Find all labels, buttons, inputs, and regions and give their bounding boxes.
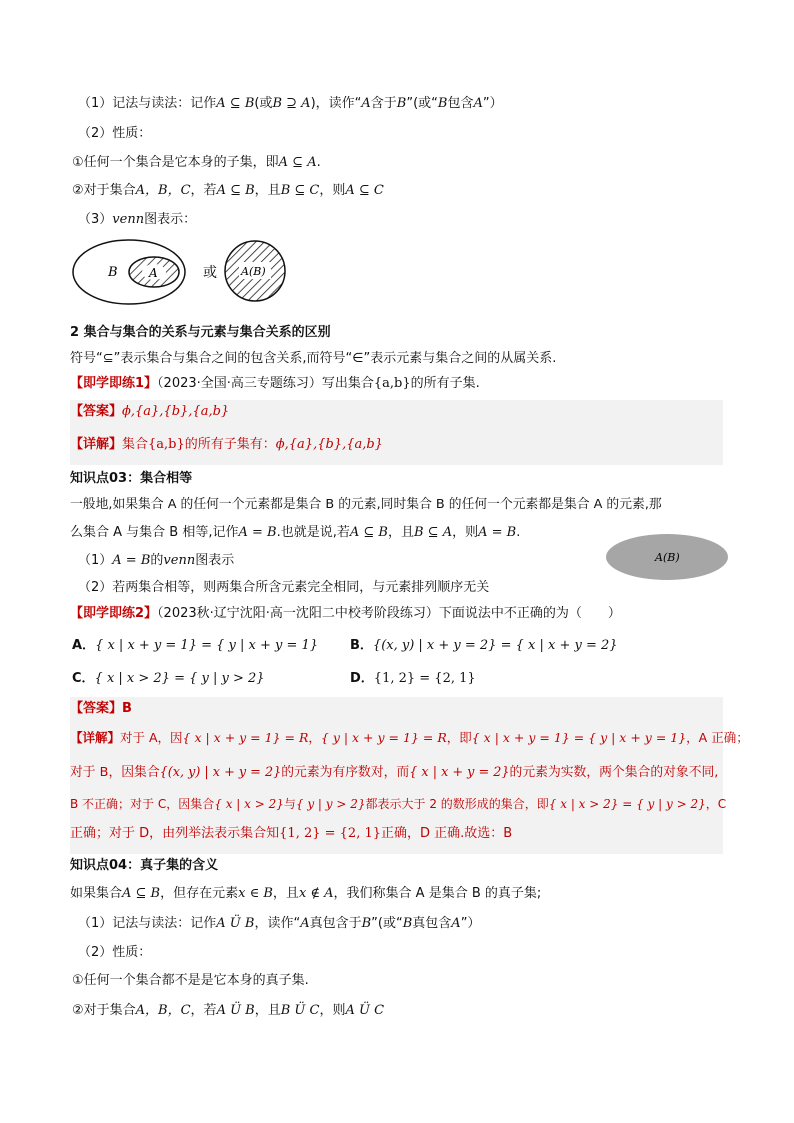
- formula: B ⊆ C: [280, 183, 320, 198]
- formula: { x | x > 2} = { y | y > 2}: [548, 797, 706, 811]
- text: ”(或“: [371, 916, 403, 931]
- text: .: [316, 155, 321, 170]
- paragraph: （2）若两集合相等，则两集合所含元素完全相同，与元素排列顺序无关: [78, 580, 490, 595]
- answer-tag: 【答案】: [70, 404, 123, 419]
- text: 么集合 A 与集合 B 相等,记作: [70, 525, 239, 540]
- property-heading: （2）性质：: [78, 945, 152, 960]
- text: .也就是说,若: [276, 525, 350, 540]
- text: ，且: [254, 183, 281, 198]
- option-b: [350, 637, 618, 655]
- formula: ϕ,{a},{b},{a,b}: [275, 437, 383, 452]
- outer-label: B: [108, 265, 118, 280]
- knowledge-point-title: 知识点03：集合相等: [70, 471, 193, 486]
- option-a: [72, 637, 318, 655]
- var-a: A: [451, 916, 461, 931]
- text: ”）: [482, 96, 503, 111]
- venn-word: venn: [112, 212, 145, 227]
- text: ②对于集合: [72, 183, 136, 198]
- paragraph: 一般地,如果集合 A 的任何一个元素都是集合 B 的元素,同时集合 B 的任何一个元素都是集合 A 的元素,那: [70, 497, 662, 512]
- formula: A ⊆ C: [345, 183, 384, 198]
- exercise-tag: 【即学即练2】: [70, 606, 158, 621]
- formula: { x | x + y = 1} = { y | x + y = 1}: [471, 730, 687, 745]
- text: ②对于集合: [72, 1003, 136, 1018]
- text: ，C: [705, 797, 727, 811]
- var-a: A: [473, 96, 483, 111]
- notation-line: [78, 95, 503, 113]
- equal-set-ellipse: [604, 532, 730, 582]
- venn-heading: [78, 211, 196, 229]
- exercise-1-detail: [70, 436, 383, 454]
- formula: { x | x > 2} = { y | y > 2}: [94, 671, 265, 686]
- text: 的元素为有序数对，而: [281, 765, 410, 780]
- text: 的所有子集.: [410, 376, 480, 391]
- formula: x ∉ A: [298, 886, 334, 901]
- text: 包含: [447, 96, 474, 111]
- text: ，且: [254, 1003, 281, 1018]
- text: 集合: [122, 437, 149, 452]
- text: 真包含于: [309, 916, 362, 931]
- formula: {1, 2} = {2, 1}: [279, 826, 382, 841]
- text: 图表示: [195, 553, 235, 568]
- formula: A，B，C: [135, 1003, 191, 1018]
- text: ”(或“: [406, 96, 438, 111]
- formula: { y | x + y = 1} = R: [320, 730, 447, 745]
- formula: A = B: [112, 553, 151, 568]
- text: ，若: [190, 183, 217, 198]
- formula: A Ü B: [216, 916, 255, 931]
- text: ，则: [319, 183, 346, 198]
- venn-diagram-subset: [66, 236, 296, 312]
- text: 对于 B，因集合: [70, 765, 160, 780]
- text: （1）记法与读法：记作: [78, 916, 217, 931]
- property-1: ①任何一个集合都不是是它本身的真子集.: [72, 973, 309, 988]
- text: ，我们称集合 A 是集合 B 的真子集;: [333, 886, 542, 901]
- formula: A = B: [238, 525, 277, 540]
- property-1: [72, 154, 321, 172]
- text: B 不正确；对于 C，因集合: [70, 797, 215, 811]
- text: 的元素为实数，两个集合的对象不同,: [509, 765, 719, 780]
- text: 如果集合: [70, 886, 123, 901]
- formula: { y | y > 2}: [295, 797, 366, 811]
- venn-line: [78, 552, 234, 570]
- venn-word: venn: [163, 553, 196, 568]
- section-body: 符号“⊆”表示集合与集合之间的包含关系,而符号“∈”表示元素与集合之间的从属关系.: [70, 351, 557, 366]
- var-a: A: [300, 916, 310, 931]
- var-a: A: [361, 96, 371, 111]
- text: ，若: [190, 1003, 217, 1018]
- paragraph: [70, 524, 520, 542]
- text: ，: [308, 730, 321, 745]
- formula: {(x, y) | x + y = 2}: [159, 765, 282, 780]
- text: 真包含: [412, 916, 452, 931]
- var-b: B: [402, 916, 413, 931]
- text: （1）记法与读法：记作: [78, 96, 217, 111]
- exercise-2-detail-3: [70, 795, 726, 813]
- text: ，且: [272, 886, 299, 901]
- answer-value: B: [122, 701, 132, 716]
- or-label: 或: [203, 265, 217, 281]
- formula: A ⊆ B: [216, 183, 255, 198]
- text: 正确，D 正确.故选：B: [381, 826, 513, 841]
- formula: A ⊆ B: [122, 886, 161, 901]
- option-label: B．: [350, 638, 373, 653]
- text: ①任何一个集合是它本身的子集，即: [72, 155, 279, 170]
- formula: A = B: [478, 525, 517, 540]
- exercise-1-answer: [70, 403, 229, 421]
- formula: B ⊆ A: [413, 525, 453, 540]
- option-d: [350, 670, 476, 688]
- formula: A，B，C: [135, 183, 191, 198]
- text: ，即: [446, 730, 472, 745]
- formula: A Ü C: [345, 1003, 385, 1018]
- ellipse-label: A(B): [655, 551, 680, 564]
- text: 的所有子集有：: [184, 437, 276, 452]
- text: 都表示大于 2 的数形成的集合，即: [365, 797, 549, 811]
- formula: { x | x + y = 1} = { y | x + y = 1}: [95, 638, 319, 653]
- text: 图表示：: [144, 212, 197, 227]
- text: ，且: [387, 525, 414, 540]
- formula: B ⊇ A: [272, 96, 311, 111]
- exercise-1-question: [70, 375, 480, 393]
- answer-tag: 【答案】: [70, 701, 123, 716]
- option-label: C．: [72, 671, 95, 686]
- text: ，则: [319, 1003, 346, 1018]
- text: ，但存在元素: [160, 886, 239, 901]
- exercise-tag: 【即学即练1】: [70, 376, 158, 391]
- property-heading: （2）性质：: [78, 126, 152, 141]
- formula: A ⊆ A: [278, 155, 317, 170]
- text: )，读作“: [310, 96, 362, 111]
- exercise-2-answer: [70, 700, 132, 718]
- text: 正确；对于 D，由列举法表示集合知: [70, 826, 280, 841]
- exercise-2-detail-4: [70, 825, 512, 843]
- exercise-2-detail-1: [70, 729, 749, 747]
- formula: A ⊆ B: [216, 96, 255, 111]
- option-label: A．: [72, 638, 96, 653]
- text: （3）: [78, 212, 113, 227]
- property-2: [72, 182, 384, 200]
- text: （2023·全国·高三专题练习）写出集合: [157, 376, 374, 391]
- text: （2023秋·辽宁沈阳·高一沈阳二中校考阶段练习）下面说法中不正确的为（ ）: [157, 606, 621, 621]
- detail-tag: 【详解】: [70, 437, 123, 452]
- answer-value: ϕ,{a},{b},{a,b}: [122, 404, 230, 419]
- text: ，读作“: [254, 916, 301, 931]
- text: 与: [283, 797, 296, 811]
- text: 含于: [370, 96, 397, 111]
- formula: {1, 2} = {2, 1}: [373, 671, 476, 686]
- formula: { x | x + y = 2}: [409, 765, 510, 780]
- exercise-2-question: [70, 605, 621, 623]
- text: 的: [150, 553, 164, 568]
- option-label: D．: [350, 671, 374, 686]
- exercise-2-detail-2: [70, 764, 718, 782]
- var-b: B: [437, 96, 448, 111]
- formula: B Ü C: [280, 1003, 320, 1018]
- var-b: B: [361, 916, 372, 931]
- text: .: [516, 525, 521, 540]
- option-c: [72, 670, 265, 688]
- paragraph: [70, 885, 541, 903]
- formula: { x | x > 2}: [214, 797, 284, 811]
- inner-label: A: [149, 266, 158, 280]
- formula: A Ü B: [216, 1003, 255, 1018]
- formula: A ⊆ B: [349, 525, 388, 540]
- text: ，则: [452, 525, 479, 540]
- equal-set-label: A(B): [241, 265, 266, 278]
- formula: x ∈ B: [238, 886, 273, 901]
- text: (或: [254, 96, 273, 111]
- text: 对于 A，因: [120, 730, 183, 745]
- text: ”）: [460, 916, 481, 931]
- detail-tag: 【详解】: [70, 730, 121, 745]
- formula: {a,b}: [373, 376, 411, 391]
- section-title: 2 集合与集合的关系与元素与集合关系的区别: [70, 325, 331, 340]
- formula: {a,b}: [148, 437, 185, 452]
- formula: {(x, y) | x + y = 2} = { x | x + y = 2}: [372, 638, 618, 653]
- property-2: [72, 1002, 384, 1020]
- text: ，A 正确；: [686, 730, 749, 745]
- formula: { x | x + y = 1} = R: [182, 730, 309, 745]
- notation-line: [78, 915, 480, 933]
- text: （1）: [78, 553, 113, 568]
- knowledge-point-title: 知识点04：真子集的含义: [70, 858, 219, 873]
- var-b: B: [396, 96, 407, 111]
